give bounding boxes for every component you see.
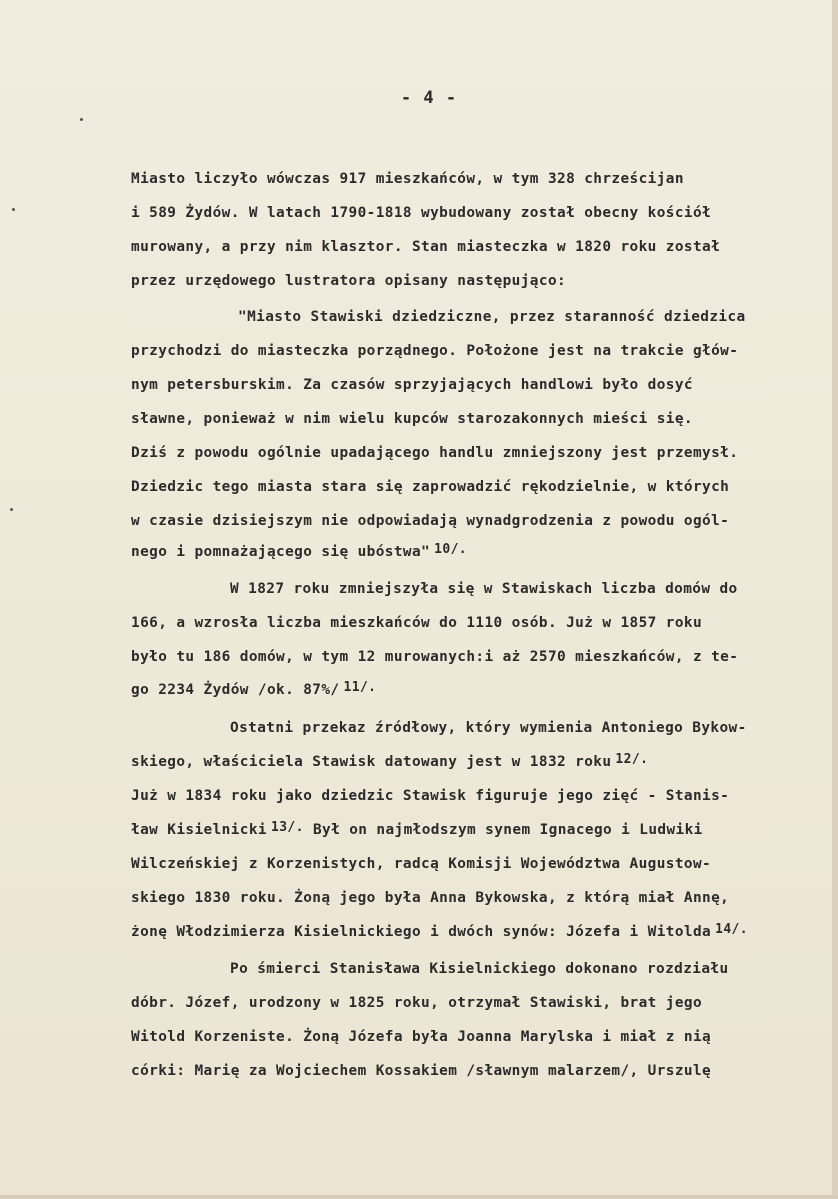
text-line: córki: Marię za Wojciechem Kossakiem /sławnym malarzem/, Urszulę [131,1063,712,1079]
text-line: Witold Korzeniste. Żoną Józefa była Joanna Marylska i miał z nią [131,1029,712,1045]
text-line: przychodzi do miasteczka porządnego. Położone jest na trakcie głów- [131,343,739,359]
text-line: dóbr. Józef, urodzony w 1825 roku, otrzymał Stawiski, brat jego [131,995,703,1011]
text-line: przez urzędowego lustratora opisany następująco: [131,273,567,289]
text-line: było tu 186 domów, w tym 12 murowanych:i aż 2570 mieszkańców, z te- [131,649,739,665]
text-line: Ostatni przekaz źródłowy, który wymienia Antoniego Bykow- [230,720,747,736]
text-line: skiego, właściciela Stawisk datowany jest w 1832 roku $^{12/.}$ [131,752,649,770]
footnote-ref: 13/. [270,820,304,835]
scan-speck [12,208,15,211]
text-line: w czasie dzisiejszym nie odpowiadają wynadgrodzenia z powodu ogól- [131,513,730,529]
text-line: Miasto liczyło wówczas 917 mieszkańców, w tym 328 chrześcijan [131,171,684,187]
footnote-ref: 10/. [434,542,468,557]
text-line: nego i pomnażającego się ubóstwa" $^{10/.}$ [131,542,468,560]
scan-speck [80,118,83,121]
text-line: ław Kisielnicki $^{13/.}$ Był on najmłodszym synem Ignacego i Ludwiki [131,820,703,838]
text-line: 166, a wzrosła liczba mieszkańców do 1110 osób. Już w 1857 roku [131,615,703,631]
footnote-ref: 14/. [715,922,749,937]
text-line: murowany, a przy nim klasztor. Stan miasteczka w 1820 roku został [131,239,721,255]
text-line: "Miasto Stawiski dziedziczne, przez staranność dziedzica [238,309,746,325]
text-line: sławne, ponieważ w nim wielu kupców starozakonnych mieści się. [131,411,693,427]
text-line: go 2234 Żydów /ok. 87%/ $^{11/.}$ [131,680,377,698]
text-line: nym petersburskim. Za czasów sprzyjających handlowi było dosyć [131,377,693,393]
text-line: Wilczeńskiej z Korzenistych, radcą Komisji Województwa Augustow- [131,856,712,872]
page-edge [0,1195,838,1199]
text-line: żonę Włodzimierza Kisielnickiego i dwóch synów: Józefa i Witolda $^{14/.}$ [131,922,749,940]
scan-speck [10,508,13,511]
text-line: W 1827 roku zmniejszyła się w Stawiskach liczba domów do [230,581,738,597]
text-line: i 589 Żydów. W latach 1790-1818 wybudowany został obecny kościół [131,205,712,221]
text-line: Już w 1834 roku jako dziedzic Stawisk figuruje jego zięć - Stanis- [131,788,730,804]
text-line: Po śmierci Stanisława Kisielnickiego dokonano rozdziału [230,961,729,977]
text-line: Dziś z powodu ogólnie upadającego handlu zmniejszony jest przemysł. [131,445,739,461]
text-line: skiego 1830 roku. Żoną jego była Anna Bykowska, z którą miał Annę, [131,890,730,906]
footnote-ref: 12/. [615,752,649,767]
text-line: Dziedzic tego miasta stara się zaprowadzić rękodzielnie, w których [131,479,730,495]
page-edge [832,0,838,1199]
page-number: - 4 - [400,88,458,108]
footnote-ref: 11/. [343,680,377,695]
